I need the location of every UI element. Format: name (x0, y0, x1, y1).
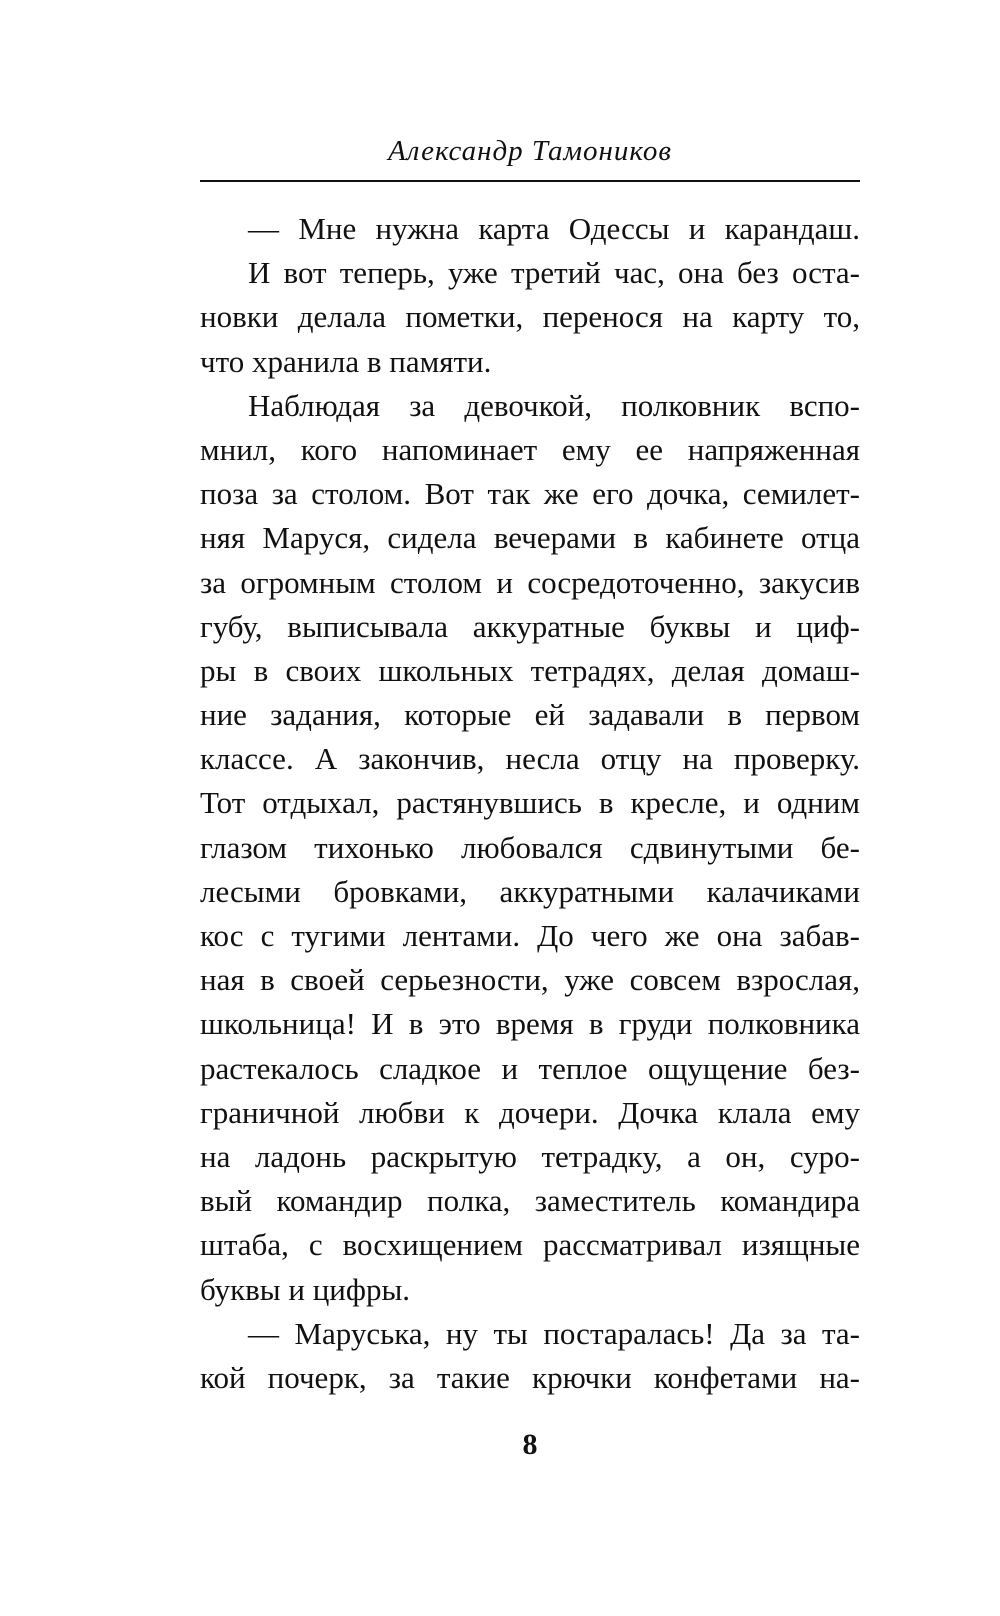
text-line: что хранила в памяти. (200, 343, 492, 379)
text-line: вый командир полка, заместитель командира (200, 1183, 860, 1219)
text-line: Наблюдая за девочкой, полковник вспо- (248, 387, 860, 423)
text-line: — Маруська, ну ты постаралась! Да за та- (248, 1315, 860, 1351)
header-divider (200, 180, 860, 182)
text-line: ры в своих школьных тетрадях, делая домаш- (200, 652, 860, 688)
text-line: на ладонь раскрытую тетрадку, а он, суро- (200, 1138, 860, 1174)
page-number: 8 (522, 1428, 538, 1461)
text-line: губу, выписывала аккуратные буквы и циф- (200, 608, 860, 644)
text-line: И вот теперь, уже третий час, она без оста- (248, 255, 860, 291)
text-line: кос с тугими лентами. До чего же она забав- (200, 918, 860, 953)
text-line: новки делала пометки, перенося на карту то, (200, 299, 860, 335)
body-text (200, 207, 860, 1400)
text-line: штаба, с восхищением рассматривал изящные (200, 1227, 860, 1263)
text-line: поза за столом. Вот так же его дочка, семилет- (200, 476, 860, 512)
text-line: лесыми бровками, аккуратными калачиками (200, 873, 860, 909)
text-line: граничной любви к дочери. Дочка клала ему (200, 1094, 860, 1130)
text-line: няя Маруся, сидела вечерами в кабинете отца (200, 520, 860, 556)
text-line: растекалось сладкое и теплое ощущение без- (200, 1050, 860, 1086)
text-line: глазом тихонько любовался сдвинутыми бе- (200, 829, 860, 865)
running-header-author: Александр Тамоников (388, 135, 672, 167)
text-line: — Мне нужна карта Одессы и карандаш. (248, 211, 860, 246)
text-line: классе. А закончив, несла отцу на проверку. (200, 741, 860, 777)
text-line: кой почерк, за такие крючки конфетами на- (200, 1359, 860, 1395)
text-line: ние задания, которые ей задавали в первом (200, 697, 860, 733)
text-line: за огромным столом и сосредоточенно, закусив (200, 564, 860, 600)
text-line: школьница! И в это время в груди полковника (200, 1006, 860, 1042)
text-line: Тот отдыхал, растянувшись в кресле, и одним (200, 785, 860, 821)
text-line: ная в своей серьезности, уже совсем взрослая, (200, 962, 860, 998)
text-line: буквы и цифры. (200, 1271, 411, 1307)
text-line: мнил, кого напоминает ему ее напряженная (200, 431, 860, 467)
